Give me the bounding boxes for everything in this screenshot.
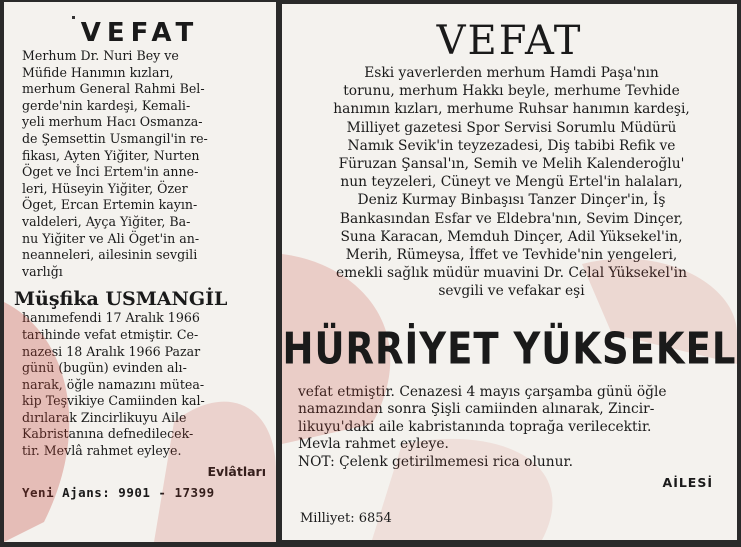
notice-body-continued [282,384,737,472]
notice-signature: Evlâtları [207,463,266,479]
left-obituary-notice [4,2,276,542]
text-line: Kabristanına defnedilecek- [22,426,194,442]
text-line: Merih, Rümeysa, İffet ve Tevhide'nin yengeleri, [345,247,678,264]
text-line: gerde'nin kardeşi, Kemali- [22,97,191,113]
text-line: Namık Sevik'in teyzezadesi, Diş tabibi Refik ve [347,137,676,154]
text-line: narak, öğle namazını müteа- [22,376,205,392]
text-line: valdeleri, Ayça Yiğiter, Ba- [22,213,191,229]
text-line: kip Teşvikiye Camiinden kal- [22,393,205,409]
text-line: Merhum Dr. Nuri Bey ve [22,48,179,63]
text-line: nu Yiğiter ve Ali Öget'in an- [22,230,200,246]
text-line: NOT: Çelenk getirilmemesi rica olunur. [298,454,573,471]
text-line: varlığı [22,263,63,279]
text-line: tarihinde vefat etmiştir. Ce- [22,326,199,342]
text-line: nazesi 18 Aralık 1966 Pazar [22,343,201,359]
notice-body-continued [4,310,276,459]
text-line: günü (bugün) evinden alı- [22,360,187,376]
text-line: Öget ve İnci Ertem'in anne- [22,164,199,180]
text-line: torunu, merhum Hakkı beyle, merhume Tevhide [343,83,680,100]
text-line: dırılarak Zincirlikuyu Aile [22,409,187,425]
print-mark [72,16,75,19]
text-line: Eski yaverlerden merhum Hamdi Paşa'nın [364,65,659,81]
text-line: likuyu'daki aile kabristanında toprağa verilecektir. [298,418,652,435]
text-line: merhum General Rahmi Bel- [22,81,205,97]
text-line: namazından sonra Şişli camiinden alınarak, Zincir- [298,401,655,418]
text-line: Suna Karacan, Memduh Dinçer, Adil Yüksekel'in, [340,228,683,245]
text-line: hanımefendi 17 Aralık 1966 [22,310,200,326]
deceased-name: HÜRRİYET YÜKSEKEL [282,322,737,374]
deceased-name: Müşfika USMANGİL [14,288,228,311]
text-line: neanneleri, ailesinin sevgili [22,247,198,263]
text-line: fikası, Ayten Yiğiter, Nurten [22,147,200,163]
notice-title: VEFAT [80,18,200,48]
notice-body [282,64,737,301]
text-line: Mevla rahmet eyleye. [298,436,449,453]
text-line: sevgili ve vefakar eşi [438,283,585,300]
text-line: Deniz Kurmay Binbaşısı Tanzer Dinçer'in, İş [357,192,666,209]
newspaper-footer: Milliyet: 6854 [300,511,392,526]
text-line: Füruzan Şansal'ın, Semih ve Melih Kalenderoğlu' [338,156,685,173]
text-line: yeli merhum Hacı Osmanza- [22,114,203,130]
notice-body [4,48,276,280]
right-obituary-notice [282,4,737,540]
text-line: Müfide Hanımın kızları, [22,64,174,80]
text-line: Bankasından Esfar ve Eldebra'nın, Sevim Dinçer, [339,210,684,227]
text-line: leri, Hüseyin Yiğiter, Özer [22,180,188,196]
text-line: nun teyzeleri, Cüneyt ve Mengü Ertel'in halaları, [340,174,683,191]
notice-signature: AİLESİ [662,475,713,490]
text-line: hanımın kızları, merhume Ruhsar hanımın kardeşi, [333,101,690,118]
text-line: de Şemsettin Usmangil'in re- [22,130,208,146]
text-line: vefat etmiştir. Cenazesi 4 mayıs çarşamba günü öğle [298,383,667,400]
text-line: emekli sağlık müdür muavini Dr. Celal Yüksekel'in [336,265,687,282]
text-line: Milliyet gazetesi Spor Servisi Sorumlu Müdürü [346,119,677,136]
text-line: Öget, Ercan Ertemin kayın- [22,197,198,213]
notice-title: VEFAT [436,18,583,64]
text-line: tir. Mevlâ rahmet eyleye. [22,443,182,459]
agency-footer: Yeni Ajans: 9901 - 17399 [22,484,215,500]
